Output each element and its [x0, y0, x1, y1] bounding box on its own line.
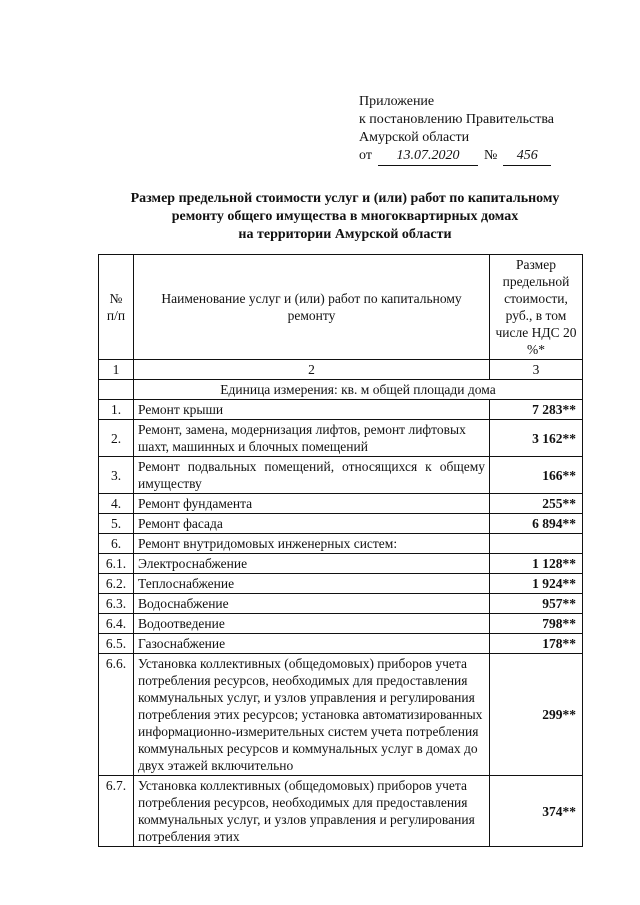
row-value: 6 894**: [490, 514, 583, 534]
table-row: [99, 654, 583, 776]
row-name: Ремонт внутридомовых инженерных систем:: [134, 534, 490, 554]
table-row: [99, 634, 583, 654]
row-number: 4.: [99, 494, 134, 514]
row-name: Теплоснабжение: [134, 574, 490, 594]
column-number: 2: [134, 360, 490, 380]
row-value: 166**: [490, 457, 583, 494]
table-row: [99, 554, 583, 574]
table-row: [99, 534, 583, 554]
row-number: 5.: [99, 514, 134, 534]
number-label: №: [483, 148, 498, 163]
row-name: Электроснабжение: [134, 554, 490, 574]
from-label: от: [359, 148, 372, 163]
cost-table: [98, 254, 583, 847]
row-name: Ремонт фасада: [134, 514, 490, 534]
table-row: [99, 776, 583, 847]
appendix-label: Приложение: [359, 94, 435, 109]
row-number: 6.1.: [99, 554, 134, 574]
appendix-header: [359, 93, 554, 166]
header-cost: Размер предельной стоимости, руб., в том числе НДС 20 %*: [490, 255, 583, 360]
row-value: 1 924**: [490, 574, 583, 594]
row-name: Ремонт крыши: [134, 400, 490, 420]
row-number: 6.2.: [99, 574, 134, 594]
table-row: [99, 400, 583, 420]
row-number: 6.: [99, 534, 134, 554]
row-value: 3 162**: [490, 420, 583, 457]
row-name: Установка коллективных (общедомовых) приборов учета потребления ресурсов, необходимых для предоставления коммунальных услуг, и узлов управления и регулирования потребления этих ресурсов; установка автоматизированных информационно-измерительных систем учета потребления коммунальных ресурсов и коммунальных услуг в домах до двух этажей включительно: [134, 654, 490, 776]
row-name: Водоотведение: [134, 614, 490, 634]
column-number: 1: [99, 360, 134, 380]
row-number: 6.7.: [99, 776, 134, 847]
row-number: 3.: [99, 457, 134, 494]
row-name: Ремонт подвальных помещений, относящихся к общему имуществу: [134, 457, 490, 494]
date-number-line: [359, 147, 554, 166]
row-value: 178**: [490, 634, 583, 654]
resolution-number: 456: [503, 147, 551, 166]
row-number: 6.6.: [99, 654, 134, 776]
row-value: 255**: [490, 494, 583, 514]
table-row: [99, 614, 583, 634]
row-number: 6.3.: [99, 594, 134, 614]
row-number: 1.: [99, 400, 134, 420]
row-value: 798**: [490, 614, 583, 634]
row-value: [490, 534, 583, 554]
table-row: [99, 574, 583, 594]
document-title: [110, 190, 580, 244]
unit-row: [99, 380, 583, 400]
resolution-date: 13.07.2020: [378, 147, 478, 166]
header-name: Наименование услуг и (или) работ по капитальному ремонту: [134, 255, 490, 360]
table-row: [99, 457, 583, 494]
row-value: 7 283**: [490, 400, 583, 420]
unit-label: Единица измерения: кв. м общей площади дома: [134, 380, 583, 400]
unit-cell-empty: [99, 380, 134, 400]
row-number: 2.: [99, 420, 134, 457]
region-label: Амурской области: [359, 130, 470, 145]
table-row: [99, 514, 583, 534]
resolution-label: к постановлению Правительства: [359, 112, 555, 127]
row-name: Установка коллективных (общедомовых) приборов учета потребления ресурсов, необходимых для предоставления коммунальных услуг, и узлов управления и регулирования потребления этих: [134, 776, 490, 847]
row-value: 1 128**: [490, 554, 583, 574]
row-number: 6.5.: [99, 634, 134, 654]
row-name: Ремонт фундамента: [134, 494, 490, 514]
row-name: Газоснабжение: [134, 634, 490, 654]
row-value: 957**: [490, 594, 583, 614]
title-line-2: ремонту общего имущества в многоквартирных домах: [171, 209, 519, 224]
title-line-1: Размер предельной стоимости услуг и (или) работ по капитальному: [130, 191, 560, 206]
row-number: 6.4.: [99, 614, 134, 634]
table-row: [99, 494, 583, 514]
row-name: Ремонт, замена, модернизация лифтов, ремонт лифтовых шахт, машинных и блочных помещений: [134, 420, 490, 457]
column-number: 3: [490, 360, 583, 380]
column-numbers-row: [99, 360, 583, 380]
table-header-row: [99, 255, 583, 360]
row-value: 374**: [490, 776, 583, 847]
row-value: 299**: [490, 654, 583, 776]
table-row: [99, 420, 583, 457]
header-number: № п/п: [99, 255, 134, 360]
table-row: [99, 594, 583, 614]
row-name: Водоснабжение: [134, 594, 490, 614]
title-line-3: на территории Амурской области: [238, 227, 452, 242]
